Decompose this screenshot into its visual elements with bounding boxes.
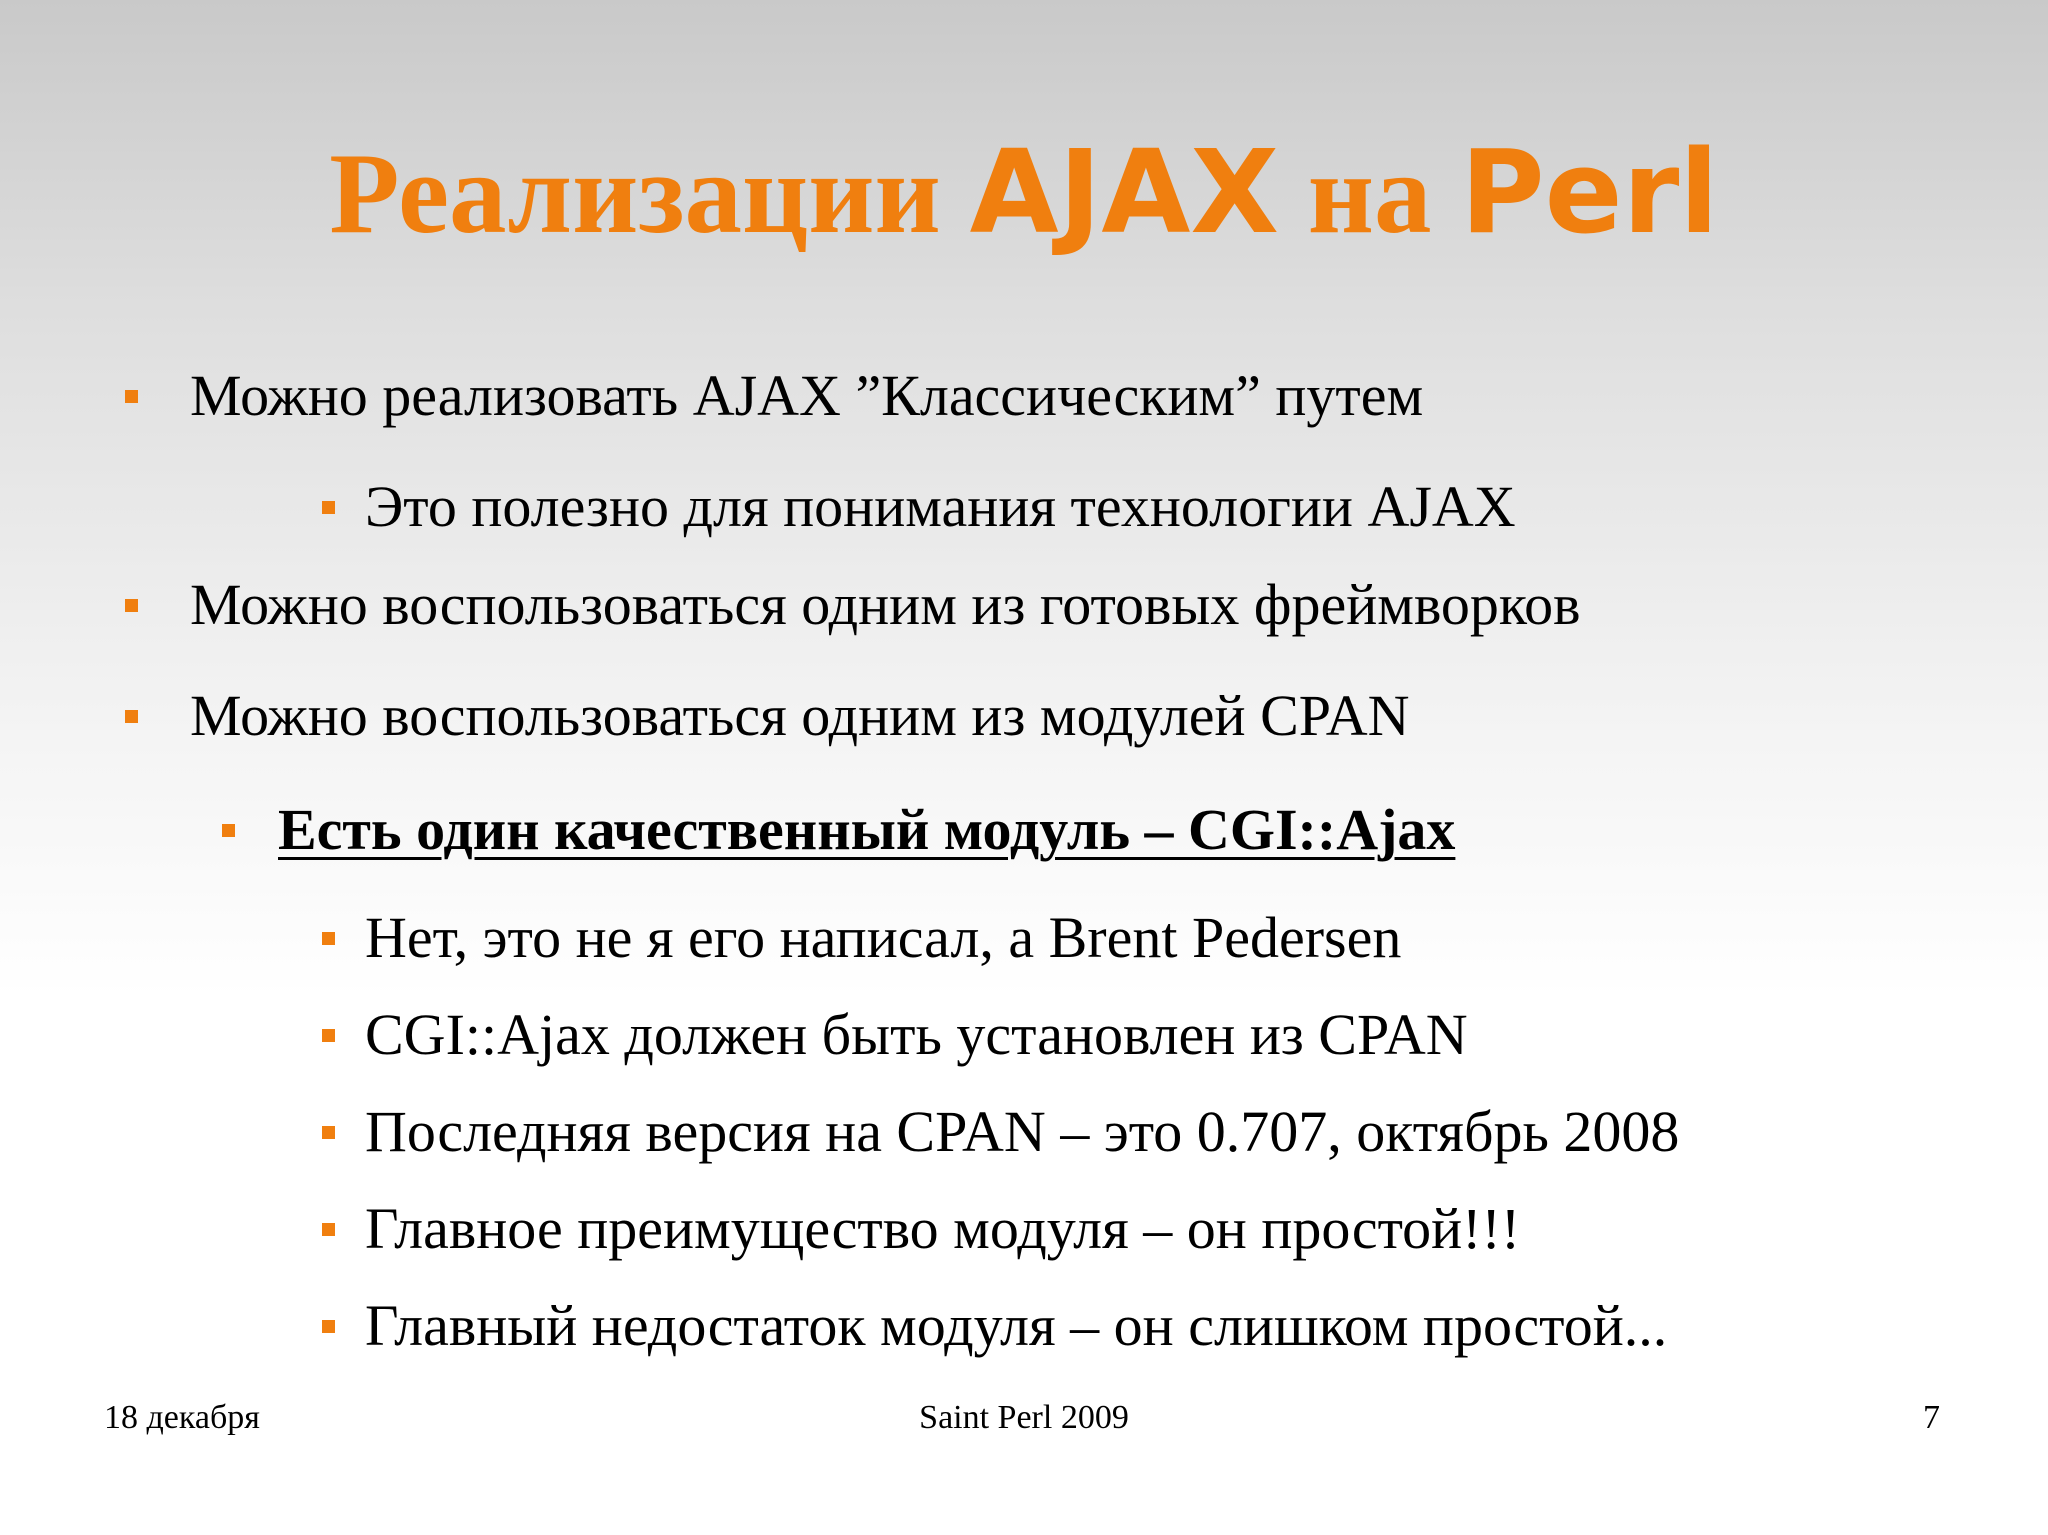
bullet-text: Нет, это не я его написал, а Brent Pedersen [365, 905, 1402, 970]
bullet-text: Можно воспользоваться одним из готовых фреймворков [190, 572, 1581, 637]
footer-event: Saint Perl 2009 [919, 1399, 1129, 1436]
bullet-marker-icon [322, 1223, 335, 1236]
bullet-text: Главный недостаток модуля – он слишком простой... [365, 1293, 1668, 1358]
title-part-3: на [1279, 130, 1461, 257]
bullet-text: Последняя версия на CPAN – это 0.707, октябрь 2008 [365, 1099, 1680, 1164]
bullet-text: Можно реализовать AJAX ”Классическим” путем [190, 363, 1424, 428]
bullet-text: Можно воспользоваться одним из модулей CPAN [190, 683, 1410, 748]
bullet-text: CGI::Ajax должен быть установлен из CPAN [365, 1002, 1468, 1067]
bullet-marker-icon [322, 501, 335, 514]
title-part-2: AJAX [969, 126, 1280, 260]
bullet-marker-icon [222, 824, 235, 837]
bullet-text: Это полезно для понимания технологии AJAX [365, 474, 1516, 539]
bullet-marker-icon [322, 1029, 335, 1042]
bullet-marker-icon [322, 1320, 335, 1333]
bullet-marker-icon [125, 390, 138, 403]
bullet-text: Главное преимущество модуля – он простой!!! [365, 1196, 1521, 1261]
bullet-marker-icon [125, 599, 138, 612]
title-part-4: Perl [1460, 126, 1719, 260]
footer-date: 18 декабря [104, 1399, 260, 1436]
footer-page-number: 7 [1923, 1399, 1940, 1436]
slide-title [0, 128, 2048, 259]
bullet-marker-icon [322, 932, 335, 945]
bullet-marker-icon [125, 710, 138, 723]
title-part-1: Реализации [329, 130, 970, 257]
bullet-text-emphasized: Есть один качественный модуль – CGI::Ajax [278, 797, 1456, 862]
bullet-marker-icon [322, 1126, 335, 1139]
